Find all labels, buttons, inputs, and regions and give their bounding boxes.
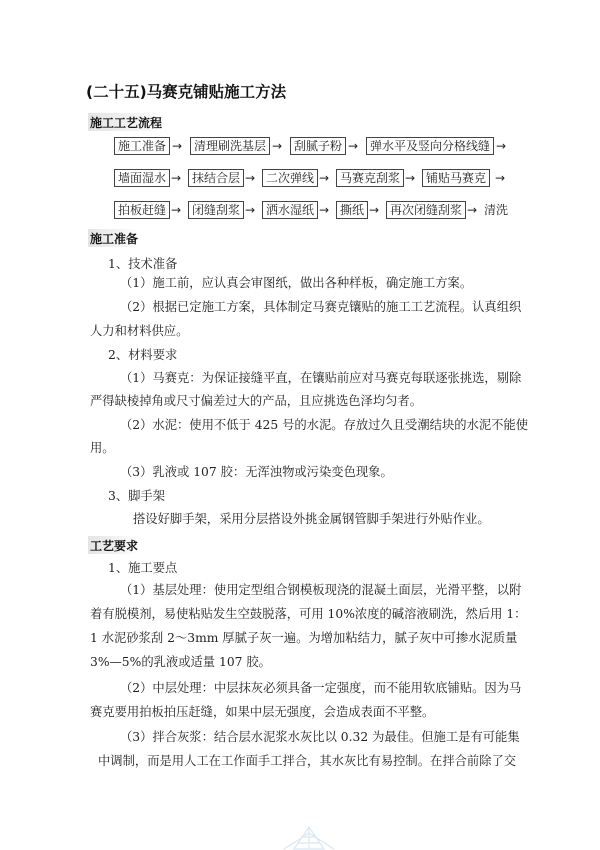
paragraph-line: （2）根据已定施工方案，具体制定马赛克镶贴的施工工艺流程。认真组织 (120, 300, 522, 314)
flow-step: 刮腻子粉 (290, 137, 346, 155)
flow-step: 闭缝刮浆 (188, 201, 244, 219)
section-heading-prep: 施工准备 (88, 229, 140, 247)
paragraph-line: （3）拌合灰浆：结合层水泥浆水灰比以 0.32 为最佳。但施工是有可能集 (120, 730, 520, 744)
subheading: 1、施工要点 (108, 561, 178, 575)
flow-step: 马赛克刮浆 (336, 169, 404, 187)
flow-step: 拍板赶缝 (114, 201, 170, 219)
flow-step: 二次弹线 (262, 169, 318, 187)
watermark-logo (254, 823, 364, 850)
arrow-icon: → (245, 171, 256, 185)
arrow-icon: → (172, 139, 183, 153)
paragraph-line: （1）马赛克：为保证接缝平直，在镶贴前应对马赛克每联逐张挑选，剔除 (120, 371, 522, 385)
section-heading-process: 施工工艺流程 (88, 113, 164, 131)
flow-step: 弹水平及竖向分格线缝 (366, 137, 494, 155)
flow-step: 清洗 (484, 203, 509, 217)
arrow-icon: → (245, 203, 256, 217)
paragraph-line: 3%—5%的乳液或适量 107 胶。 (90, 655, 271, 669)
arrow-icon: → (369, 203, 380, 217)
arrow-icon: → (171, 203, 182, 217)
paragraph-line: 着有脱模剂，易使粘贴发生空鼓脱落，可用 10%浓度的碱溶液刷洗，然后用 1： (90, 607, 527, 621)
paragraph-line: 搭设好脚手架，采用分层搭设外挑金属钢管脚手架进行外贴作业。 (133, 512, 490, 526)
arrow-icon: → (319, 203, 330, 217)
flow-step: 抹结合层 (188, 169, 244, 187)
flow-step: 撕纸 (336, 201, 368, 219)
paragraph-line: （3）乳液或 107 胶：无浑浊物或污染变色现象。 (120, 465, 393, 479)
arrow-icon: → (467, 203, 478, 217)
paragraph-line: （1）施工前，应认真会审图纸，做出各种样板，确定施工方案。 (120, 276, 473, 290)
paragraph-line: 中调制，而是用人工在工作面手工拌合，其水灰比有易控制。在拌合前除了交 (98, 754, 517, 768)
flow-step: 墙面湿水 (114, 169, 170, 187)
paragraph-line: （2）水泥：使用不低于 425 号的水泥。存放过久且受潮结块的水泥不能使 (120, 418, 529, 432)
flow-step: 施工准备 (114, 137, 170, 155)
subheading: 3、脚手架 (108, 489, 166, 503)
arrow-icon: → (495, 171, 506, 185)
section-heading-req: 工艺要求 (88, 536, 140, 554)
flow-step: 洒水湿纸 (262, 201, 318, 219)
paragraph-line: （2）中层处理：中层抹灰必须具备一定强度，而不能用软底铺贴。因为马 (120, 681, 522, 695)
paragraph-line: 赛克要用拍板拍压赶缝，如果中层无强度，会造成表面不平整。 (90, 705, 435, 719)
paragraph-line: 严得缺棱掉角或尺寸偏差过大的产品，且应挑选色泽均匀者。 (90, 394, 423, 408)
page-title: (二十五)马赛克铺贴施工方法 (86, 83, 287, 101)
arrow-icon: → (496, 139, 507, 153)
subheading: 2、材料要求 (108, 348, 178, 362)
arrow-icon: → (319, 171, 330, 185)
flow-step: 再次闭缝刮浆 (386, 201, 466, 219)
flow-step: 铺贴马赛克 (422, 169, 490, 187)
arrow-icon: → (348, 139, 359, 153)
paragraph-line: 用。 (90, 441, 115, 455)
arrow-icon: → (272, 139, 283, 153)
arrow-icon: → (405, 171, 416, 185)
arrow-icon: → (171, 171, 182, 185)
flow-step: 清理刷洗基层 (190, 137, 270, 155)
paragraph-line: （1）基层处理：使用定型组合钢模板现浇的混凝土面层，光滑平整，以附 (120, 583, 522, 597)
paragraph-line: 1 水泥砂浆刮 2～3mm 厚腻子灰一遍。为增加粘结力，腻子灰中可掺水泥质量 (90, 631, 518, 645)
paragraph-line: 人力和材料供应。 (90, 324, 189, 338)
subheading: 1、技术准备 (108, 257, 178, 271)
